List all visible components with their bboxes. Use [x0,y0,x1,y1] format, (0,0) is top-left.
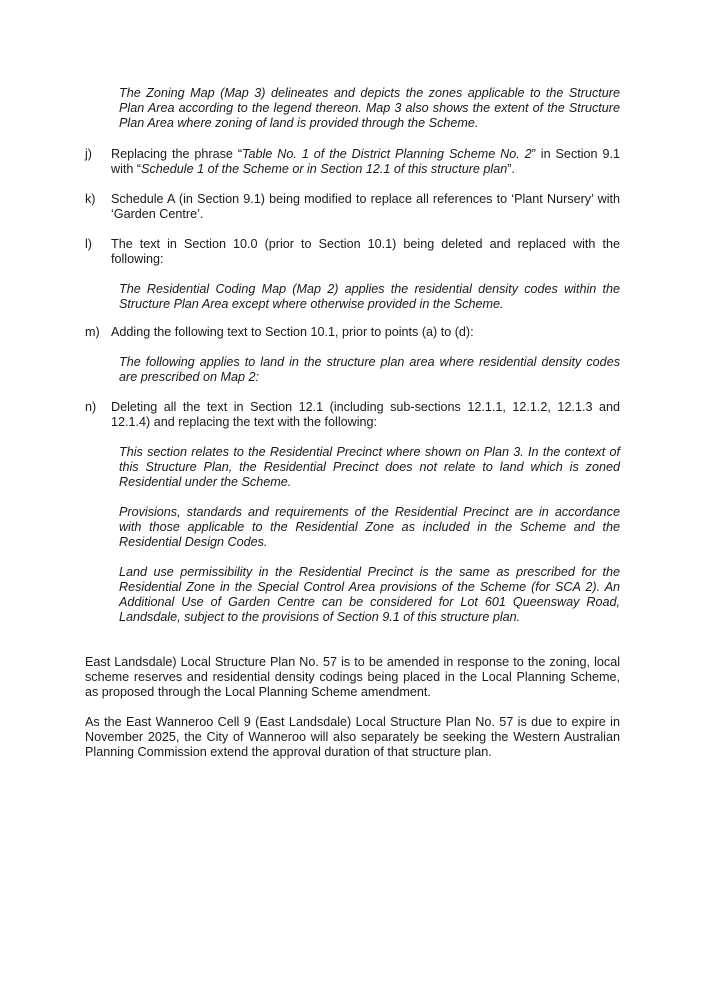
item-l [85,237,620,267]
item-j-text-part2: ” in Section 9.1 with “ [111,147,620,176]
item-l-marker: l) [85,237,92,251]
item-m-text: Adding the following text to Section 10.1, prior to points (a) to (d): [111,325,474,339]
zoning-map-quote: The Zoning Map (Map 3) delineates and depicts the zones applicable to the Structure Plan Area according to the legend thereon. Map 3 also shows the extent of the Structure Plan Area where zoning of land is provided through the Scheme. [119,86,620,130]
item-j-text-part3: ”. [507,162,515,176]
item-n-text: Deleting all the text in Section 12.1 (including sub-sections 12.1.1, 12.1.2, 12.1.3 and 12.1.4) and replacing the text with the following: [111,400,620,429]
item-n [85,400,620,430]
amendment-paragraph: East Landsdale) Local Structure Plan No. 57 is to be amended in response to the zoning, local scheme reserves and residential density codings being placed in the Local Planning Scheme, as proposed through the Local Planning Scheme amendment. [85,655,620,699]
item-j-italic-phrase-2: Schedule 1 of the Scheme or in Section 12.1 of this structure plan [141,162,508,176]
item-l-text: The text in Section 10.0 (prior to Section 10.1) being deleted and replaced with the following: [111,237,620,266]
item-j-text-part1: Replacing the phrase “ [111,147,243,161]
item-k-text: Schedule A (in Section 9.1) being modified to replace all references to ‘Plant Nursery’ with ‘Garden Centre’. [111,192,620,221]
item-n-quote-2: Provisions, standards and requirements of the Residential Precinct are in accordance with those applicable to the Residential Zone as included in the Scheme and the Residential Design Codes. [119,505,620,549]
item-j-italic-phrase-1: Table No. 1 of the District Planning Scheme No. 2 [242,147,532,161]
item-n-quote-3: Land use permissibility in the Residential Precinct is the same as prescribed for the Residential Zone in the Special Control Area provisions of the Scheme (for SCA 2). An Additional Use of Garden Centre can be considered for Lot 601 Queensway Road, Landsdale, subject to the provisions of Section 9.1 of this structure plan. [119,565,620,624]
item-m [85,325,620,340]
item-k [85,192,620,222]
item-n-marker: n) [85,400,97,414]
item-k-marker: k) [85,192,96,206]
item-n-quote-1: This section relates to the Residential Precinct where shown on Plan 3. In the context of this Structure Plan, the Residential Precinct does not relate to land which is zoned Residential under the Scheme. [119,445,620,489]
item-m-quote: The following applies to land in the structure plan area where residential density codes are prescribed on Map 2: [119,355,620,384]
item-l-quote: The Residential Coding Map (Map 2) applies the residential density codes within the Structure Plan Area except where otherwise provided in the Scheme. [119,282,620,311]
expiry-paragraph: As the East Wanneroo Cell 9 (East Landsdale) Local Structure Plan No. 57 is due to expire in November 2025, the City of Wanneroo will also separately be seeking the Western Australian Planning Commission extend the approval duration of that structure plan. [85,715,620,759]
item-j [85,147,620,177]
item-j-text [111,147,620,177]
item-j-marker: j) [85,147,92,161]
item-m-marker: m) [85,325,100,339]
